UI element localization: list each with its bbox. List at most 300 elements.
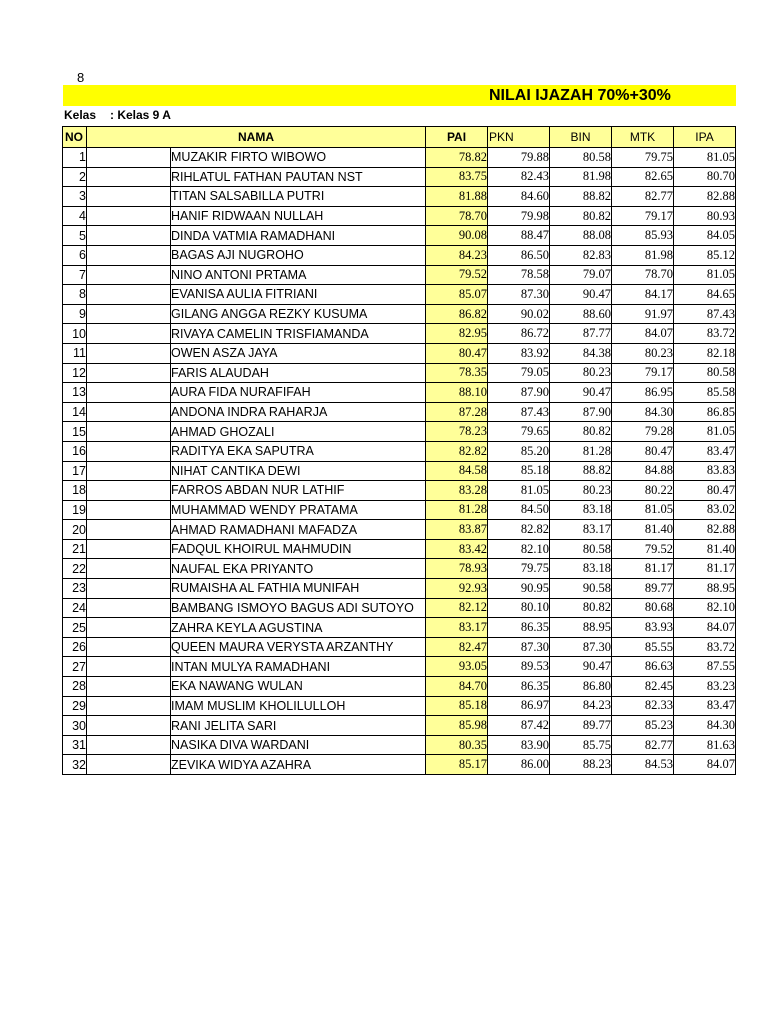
row-number: 13 bbox=[63, 383, 87, 403]
score-bin: 83.18 bbox=[550, 500, 612, 520]
score-pai: 78.70 bbox=[426, 206, 488, 226]
nama-spacer-cell bbox=[87, 383, 171, 403]
score-ipa: 85.12 bbox=[674, 245, 736, 265]
table-row bbox=[63, 579, 736, 599]
table-row bbox=[63, 618, 736, 638]
score-mtk: 78.70 bbox=[612, 265, 674, 285]
header-ipa: IPA bbox=[674, 127, 736, 148]
nama-spacer-cell bbox=[87, 677, 171, 697]
score-ipa: 83.47 bbox=[674, 441, 736, 461]
score-pkn: 83.90 bbox=[488, 735, 550, 755]
score-pkn: 84.60 bbox=[488, 187, 550, 207]
row-number: 2 bbox=[63, 167, 87, 187]
row-number: 28 bbox=[63, 677, 87, 697]
row-number: 16 bbox=[63, 441, 87, 461]
row-number: 7 bbox=[63, 265, 87, 285]
score-ipa: 80.47 bbox=[674, 481, 736, 501]
score-ipa: 84.65 bbox=[674, 285, 736, 305]
score-bin: 87.77 bbox=[550, 324, 612, 344]
score-ipa: 81.63 bbox=[674, 735, 736, 755]
score-ipa: 83.23 bbox=[674, 677, 736, 697]
nama-spacer-cell bbox=[87, 716, 171, 736]
score-pkn: 85.20 bbox=[488, 441, 550, 461]
nama-spacer-cell bbox=[87, 324, 171, 344]
table-row bbox=[63, 343, 736, 363]
score-mtk: 80.47 bbox=[612, 441, 674, 461]
row-number: 11 bbox=[63, 343, 87, 363]
score-bin: 81.28 bbox=[550, 441, 612, 461]
row-number: 25 bbox=[63, 618, 87, 638]
score-pkn: 83.92 bbox=[488, 343, 550, 363]
row-number: 22 bbox=[63, 559, 87, 579]
student-name: ZAHRA KEYLA AGUSTINA bbox=[171, 618, 426, 638]
student-name: BAGAS AJI NUGROHO bbox=[171, 245, 426, 265]
score-ipa: 85.58 bbox=[674, 383, 736, 403]
score-mtk: 86.95 bbox=[612, 383, 674, 403]
table-row bbox=[63, 206, 736, 226]
table-row bbox=[63, 285, 736, 305]
row-number: 29 bbox=[63, 696, 87, 716]
student-name: NASIKA DIVA WARDANI bbox=[171, 735, 426, 755]
score-bin: 80.23 bbox=[550, 481, 612, 501]
score-pai: 85.17 bbox=[426, 755, 488, 775]
score-pkn: 87.43 bbox=[488, 402, 550, 422]
score-bin: 80.58 bbox=[550, 148, 612, 168]
class-info bbox=[64, 108, 171, 122]
score-ipa: 84.30 bbox=[674, 716, 736, 736]
score-ipa: 83.72 bbox=[674, 637, 736, 657]
score-pkn: 81.05 bbox=[488, 481, 550, 501]
score-mtk: 82.77 bbox=[612, 187, 674, 207]
table-row bbox=[63, 304, 736, 324]
table-row bbox=[63, 500, 736, 520]
score-mtk: 80.23 bbox=[612, 343, 674, 363]
score-bin: 88.08 bbox=[550, 226, 612, 246]
student-name: AURA FIDA NURAFIFAH bbox=[171, 383, 426, 403]
nama-spacer-cell bbox=[87, 441, 171, 461]
score-pai: 83.17 bbox=[426, 618, 488, 638]
score-pai: 87.28 bbox=[426, 402, 488, 422]
score-mtk: 80.22 bbox=[612, 481, 674, 501]
table-row bbox=[63, 265, 736, 285]
header-bin: BIN bbox=[550, 127, 612, 148]
score-pkn: 85.18 bbox=[488, 461, 550, 481]
row-number: 6 bbox=[63, 245, 87, 265]
row-number: 4 bbox=[63, 206, 87, 226]
score-bin: 80.23 bbox=[550, 363, 612, 383]
nama-spacer-cell bbox=[87, 520, 171, 540]
score-mtk: 82.33 bbox=[612, 696, 674, 716]
table-row bbox=[63, 422, 736, 442]
score-mtk: 80.68 bbox=[612, 598, 674, 618]
score-bin: 84.38 bbox=[550, 343, 612, 363]
score-pai: 83.75 bbox=[426, 167, 488, 187]
table-row bbox=[63, 363, 736, 383]
score-bin: 90.47 bbox=[550, 285, 612, 305]
page-number: 8 bbox=[77, 70, 85, 85]
score-pkn: 79.05 bbox=[488, 363, 550, 383]
row-number: 3 bbox=[63, 187, 87, 207]
student-name: NAUFAL EKA PRIYANTO bbox=[171, 559, 426, 579]
score-bin: 82.83 bbox=[550, 245, 612, 265]
score-pai: 82.82 bbox=[426, 441, 488, 461]
score-mtk: 82.77 bbox=[612, 735, 674, 755]
student-name: NIHAT CANTIKA DEWI bbox=[171, 461, 426, 481]
table-row bbox=[63, 187, 736, 207]
score-pkn: 87.90 bbox=[488, 383, 550, 403]
row-number: 27 bbox=[63, 657, 87, 677]
score-pkn: 89.53 bbox=[488, 657, 550, 677]
nama-spacer-cell bbox=[87, 735, 171, 755]
nama-spacer-cell bbox=[87, 657, 171, 677]
header-row bbox=[63, 127, 736, 148]
score-mtk: 81.40 bbox=[612, 520, 674, 540]
student-name: IMAM MUSLIM KHOLILULLOH bbox=[171, 696, 426, 716]
score-bin: 87.90 bbox=[550, 402, 612, 422]
score-mtk: 86.63 bbox=[612, 657, 674, 677]
score-bin: 88.82 bbox=[550, 461, 612, 481]
score-bin: 89.77 bbox=[550, 716, 612, 736]
nama-spacer-cell bbox=[87, 265, 171, 285]
row-number: 5 bbox=[63, 226, 87, 246]
student-name: OWEN ASZA JAYA bbox=[171, 343, 426, 363]
student-name: MUHAMMAD WENDY PRATAMA bbox=[171, 500, 426, 520]
nama-spacer-cell bbox=[87, 637, 171, 657]
score-ipa: 82.18 bbox=[674, 343, 736, 363]
table-row bbox=[63, 383, 736, 403]
score-ipa: 81.05 bbox=[674, 265, 736, 285]
student-name: ANDONA INDRA RAHARJA bbox=[171, 402, 426, 422]
nama-spacer-cell bbox=[87, 167, 171, 187]
score-pai: 93.05 bbox=[426, 657, 488, 677]
score-pai: 86.82 bbox=[426, 304, 488, 324]
row-number: 9 bbox=[63, 304, 87, 324]
score-mtk: 81.98 bbox=[612, 245, 674, 265]
class-label: Kelas bbox=[64, 108, 97, 122]
score-ipa: 80.93 bbox=[674, 206, 736, 226]
nama-spacer-cell bbox=[87, 148, 171, 168]
class-value: : Kelas 9 A bbox=[110, 108, 171, 122]
score-pkn: 87.42 bbox=[488, 716, 550, 736]
score-ipa: 82.10 bbox=[674, 598, 736, 618]
score-pkn: 79.75 bbox=[488, 559, 550, 579]
score-pai: 83.87 bbox=[426, 520, 488, 540]
score-ipa: 87.43 bbox=[674, 304, 736, 324]
nama-spacer-cell bbox=[87, 559, 171, 579]
nama-spacer-cell bbox=[87, 304, 171, 324]
nama-spacer-cell bbox=[87, 696, 171, 716]
score-mtk: 79.52 bbox=[612, 539, 674, 559]
score-mtk: 83.93 bbox=[612, 618, 674, 638]
score-ipa: 84.07 bbox=[674, 618, 736, 638]
score-ipa: 83.83 bbox=[674, 461, 736, 481]
grades-table bbox=[62, 126, 736, 775]
score-ipa: 86.85 bbox=[674, 402, 736, 422]
student-name: NINO ANTONI PRTAMA bbox=[171, 265, 426, 285]
table-row bbox=[63, 696, 736, 716]
score-pai: 82.47 bbox=[426, 637, 488, 657]
table-row bbox=[63, 598, 736, 618]
nama-spacer-cell bbox=[87, 539, 171, 559]
table-row bbox=[63, 716, 736, 736]
table-row bbox=[63, 245, 736, 265]
student-name: FADQUL KHOIRUL MAHMUDIN bbox=[171, 539, 426, 559]
score-pai: 90.08 bbox=[426, 226, 488, 246]
nama-spacer-cell bbox=[87, 285, 171, 305]
header-no: NO bbox=[63, 127, 87, 148]
row-number: 1 bbox=[63, 148, 87, 168]
student-name: FARROS ABDAN NUR LATHIF bbox=[171, 481, 426, 501]
nama-spacer-cell bbox=[87, 461, 171, 481]
score-bin: 90.58 bbox=[550, 579, 612, 599]
score-pai: 84.23 bbox=[426, 245, 488, 265]
score-ipa: 83.72 bbox=[674, 324, 736, 344]
table-row bbox=[63, 226, 736, 246]
score-bin: 80.82 bbox=[550, 598, 612, 618]
table-row bbox=[63, 637, 736, 657]
row-number: 23 bbox=[63, 579, 87, 599]
score-bin: 90.47 bbox=[550, 383, 612, 403]
table-row bbox=[63, 657, 736, 677]
score-ipa: 83.02 bbox=[674, 500, 736, 520]
row-number: 10 bbox=[63, 324, 87, 344]
nama-spacer-cell bbox=[87, 579, 171, 599]
student-name: RANI JELITA SARI bbox=[171, 716, 426, 736]
header-mtk: MTK bbox=[612, 127, 674, 148]
student-name: DINDA VATMIA RAMADHANI bbox=[171, 226, 426, 246]
score-pai: 92.93 bbox=[426, 579, 488, 599]
score-pkn: 78.58 bbox=[488, 265, 550, 285]
score-mtk: 91.97 bbox=[612, 304, 674, 324]
score-pkn: 79.98 bbox=[488, 206, 550, 226]
score-mtk: 82.65 bbox=[612, 167, 674, 187]
score-ipa: 82.88 bbox=[674, 187, 736, 207]
score-pkn: 86.00 bbox=[488, 755, 550, 775]
table-row bbox=[63, 559, 736, 579]
score-pkn: 82.10 bbox=[488, 539, 550, 559]
score-pkn: 86.35 bbox=[488, 618, 550, 638]
score-mtk: 84.88 bbox=[612, 461, 674, 481]
student-name: RADITYA EKA SAPUTRA bbox=[171, 441, 426, 461]
score-pkn: 82.43 bbox=[488, 167, 550, 187]
row-number: 15 bbox=[63, 422, 87, 442]
score-mtk: 85.93 bbox=[612, 226, 674, 246]
title-bar bbox=[63, 85, 736, 106]
score-pai: 83.42 bbox=[426, 539, 488, 559]
score-pkn: 87.30 bbox=[488, 285, 550, 305]
table-row bbox=[63, 735, 736, 755]
score-pai: 84.58 bbox=[426, 461, 488, 481]
score-pai: 81.88 bbox=[426, 187, 488, 207]
score-mtk: 79.28 bbox=[612, 422, 674, 442]
nama-spacer-cell bbox=[87, 422, 171, 442]
row-number: 8 bbox=[63, 285, 87, 305]
student-name: HANIF RIDWAAN NULLAH bbox=[171, 206, 426, 226]
score-bin: 83.17 bbox=[550, 520, 612, 540]
score-pai: 88.10 bbox=[426, 383, 488, 403]
score-pai: 78.23 bbox=[426, 422, 488, 442]
score-mtk: 85.55 bbox=[612, 637, 674, 657]
student-name: RUMAISHA AL FATHIA MUNIFAH bbox=[171, 579, 426, 599]
nama-spacer-cell bbox=[87, 755, 171, 775]
score-mtk: 89.77 bbox=[612, 579, 674, 599]
row-number: 21 bbox=[63, 539, 87, 559]
header-pkn: PKN bbox=[488, 127, 550, 148]
nama-spacer-cell bbox=[87, 343, 171, 363]
score-pai: 78.35 bbox=[426, 363, 488, 383]
score-mtk: 84.53 bbox=[612, 755, 674, 775]
score-ipa: 84.07 bbox=[674, 755, 736, 775]
score-pai: 83.28 bbox=[426, 481, 488, 501]
score-bin: 81.98 bbox=[550, 167, 612, 187]
score-mtk: 79.75 bbox=[612, 148, 674, 168]
nama-spacer-cell bbox=[87, 598, 171, 618]
score-mtk: 85.23 bbox=[612, 716, 674, 736]
score-pai: 80.47 bbox=[426, 343, 488, 363]
score-pai: 80.35 bbox=[426, 735, 488, 755]
score-ipa: 80.58 bbox=[674, 363, 736, 383]
nama-spacer-cell bbox=[87, 481, 171, 501]
score-bin: 79.07 bbox=[550, 265, 612, 285]
row-number: 26 bbox=[63, 637, 87, 657]
student-name: ZEVIKA WIDYA AZAHRA bbox=[171, 755, 426, 775]
score-ipa: 81.05 bbox=[674, 422, 736, 442]
score-ipa: 88.95 bbox=[674, 579, 736, 599]
score-bin: 87.30 bbox=[550, 637, 612, 657]
nama-spacer-cell bbox=[87, 618, 171, 638]
student-name: RIVAYA CAMELIN TRISFIAMANDA bbox=[171, 324, 426, 344]
student-name: FARIS ALAUDAH bbox=[171, 363, 426, 383]
grade-rows bbox=[63, 148, 736, 775]
score-mtk: 81.17 bbox=[612, 559, 674, 579]
score-bin: 85.75 bbox=[550, 735, 612, 755]
score-pkn: 79.65 bbox=[488, 422, 550, 442]
nama-spacer-cell bbox=[87, 245, 171, 265]
header-nama: NAMA bbox=[87, 127, 426, 148]
nama-spacer-cell bbox=[87, 226, 171, 246]
table-row bbox=[63, 167, 736, 187]
table-row bbox=[63, 148, 736, 168]
score-pkn: 86.72 bbox=[488, 324, 550, 344]
score-pkn: 88.47 bbox=[488, 226, 550, 246]
score-pkn: 86.35 bbox=[488, 677, 550, 697]
nama-spacer-cell bbox=[87, 187, 171, 207]
score-pkn: 87.30 bbox=[488, 637, 550, 657]
score-pkn: 86.50 bbox=[488, 245, 550, 265]
student-name: TITAN SALSABILLA PUTRI bbox=[171, 187, 426, 207]
row-number: 18 bbox=[63, 481, 87, 501]
score-mtk: 82.45 bbox=[612, 677, 674, 697]
score-ipa: 83.47 bbox=[674, 696, 736, 716]
student-name: AHMAD GHOZALI bbox=[171, 422, 426, 442]
table-row bbox=[63, 461, 736, 481]
row-number: 12 bbox=[63, 363, 87, 383]
score-pai: 85.98 bbox=[426, 716, 488, 736]
score-pai: 85.18 bbox=[426, 696, 488, 716]
table-row bbox=[63, 481, 736, 501]
score-mtk: 79.17 bbox=[612, 206, 674, 226]
score-pkn: 86.97 bbox=[488, 696, 550, 716]
student-name: EKA NAWANG WULAN bbox=[171, 677, 426, 697]
score-bin: 83.18 bbox=[550, 559, 612, 579]
row-number: 17 bbox=[63, 461, 87, 481]
score-bin: 88.23 bbox=[550, 755, 612, 775]
score-bin: 84.23 bbox=[550, 696, 612, 716]
row-number: 24 bbox=[63, 598, 87, 618]
score-ipa: 84.05 bbox=[674, 226, 736, 246]
student-name: GILANG ANGGA REZKY KUSUMA bbox=[171, 304, 426, 324]
table-row bbox=[63, 324, 736, 344]
student-name: INTAN MULYA RAMADHANI bbox=[171, 657, 426, 677]
score-pai: 82.95 bbox=[426, 324, 488, 344]
table-row bbox=[63, 755, 736, 775]
table-row bbox=[63, 402, 736, 422]
score-pkn: 84.50 bbox=[488, 500, 550, 520]
score-ipa: 81.40 bbox=[674, 539, 736, 559]
score-ipa: 87.55 bbox=[674, 657, 736, 677]
row-number: 19 bbox=[63, 500, 87, 520]
score-pkn: 79.88 bbox=[488, 148, 550, 168]
score-ipa: 82.88 bbox=[674, 520, 736, 540]
score-bin: 86.80 bbox=[550, 677, 612, 697]
score-ipa: 81.05 bbox=[674, 148, 736, 168]
nama-spacer-cell bbox=[87, 500, 171, 520]
score-pkn: 90.95 bbox=[488, 579, 550, 599]
score-pai: 84.70 bbox=[426, 677, 488, 697]
row-number: 20 bbox=[63, 520, 87, 540]
score-mtk: 79.17 bbox=[612, 363, 674, 383]
score-pai: 82.12 bbox=[426, 598, 488, 618]
table-row bbox=[63, 677, 736, 697]
score-bin: 88.60 bbox=[550, 304, 612, 324]
score-bin: 80.58 bbox=[550, 539, 612, 559]
page-title: NILAI IJAZAH 70%+30% bbox=[489, 87, 671, 104]
score-mtk: 84.07 bbox=[612, 324, 674, 344]
score-pai: 78.82 bbox=[426, 148, 488, 168]
score-mtk: 84.17 bbox=[612, 285, 674, 305]
table-row bbox=[63, 520, 736, 540]
student-name: AHMAD RAMADHANI MAFADZA bbox=[171, 520, 426, 540]
row-number: 14 bbox=[63, 402, 87, 422]
row-number: 32 bbox=[63, 755, 87, 775]
score-mtk: 81.05 bbox=[612, 500, 674, 520]
header-pai: PAI bbox=[426, 127, 488, 148]
score-pai: 85.07 bbox=[426, 285, 488, 305]
score-ipa: 81.17 bbox=[674, 559, 736, 579]
student-name: RIHLATUL FATHAN PAUTAN NST bbox=[171, 167, 426, 187]
score-pkn: 90.02 bbox=[488, 304, 550, 324]
score-pkn: 80.10 bbox=[488, 598, 550, 618]
score-bin: 90.47 bbox=[550, 657, 612, 677]
score-bin: 80.82 bbox=[550, 422, 612, 442]
student-name: BAMBANG ISMOYO BAGUS ADI SUTOYO bbox=[171, 598, 426, 618]
score-pai: 78.93 bbox=[426, 559, 488, 579]
nama-spacer-cell bbox=[87, 363, 171, 383]
student-name: QUEEN MAURA VERYSTA ARZANTHY bbox=[171, 637, 426, 657]
row-number: 30 bbox=[63, 716, 87, 736]
score-ipa: 80.70 bbox=[674, 167, 736, 187]
student-name: EVANISA AULIA FITRIANI bbox=[171, 285, 426, 305]
score-pkn: 82.82 bbox=[488, 520, 550, 540]
row-number: 31 bbox=[63, 735, 87, 755]
score-pai: 81.28 bbox=[426, 500, 488, 520]
score-pai: 79.52 bbox=[426, 265, 488, 285]
score-bin: 80.82 bbox=[550, 206, 612, 226]
score-bin: 88.95 bbox=[550, 618, 612, 638]
table-row bbox=[63, 441, 736, 461]
student-name: MUZAKIR FIRTO WIBOWO bbox=[171, 148, 426, 168]
nama-spacer-cell bbox=[87, 402, 171, 422]
